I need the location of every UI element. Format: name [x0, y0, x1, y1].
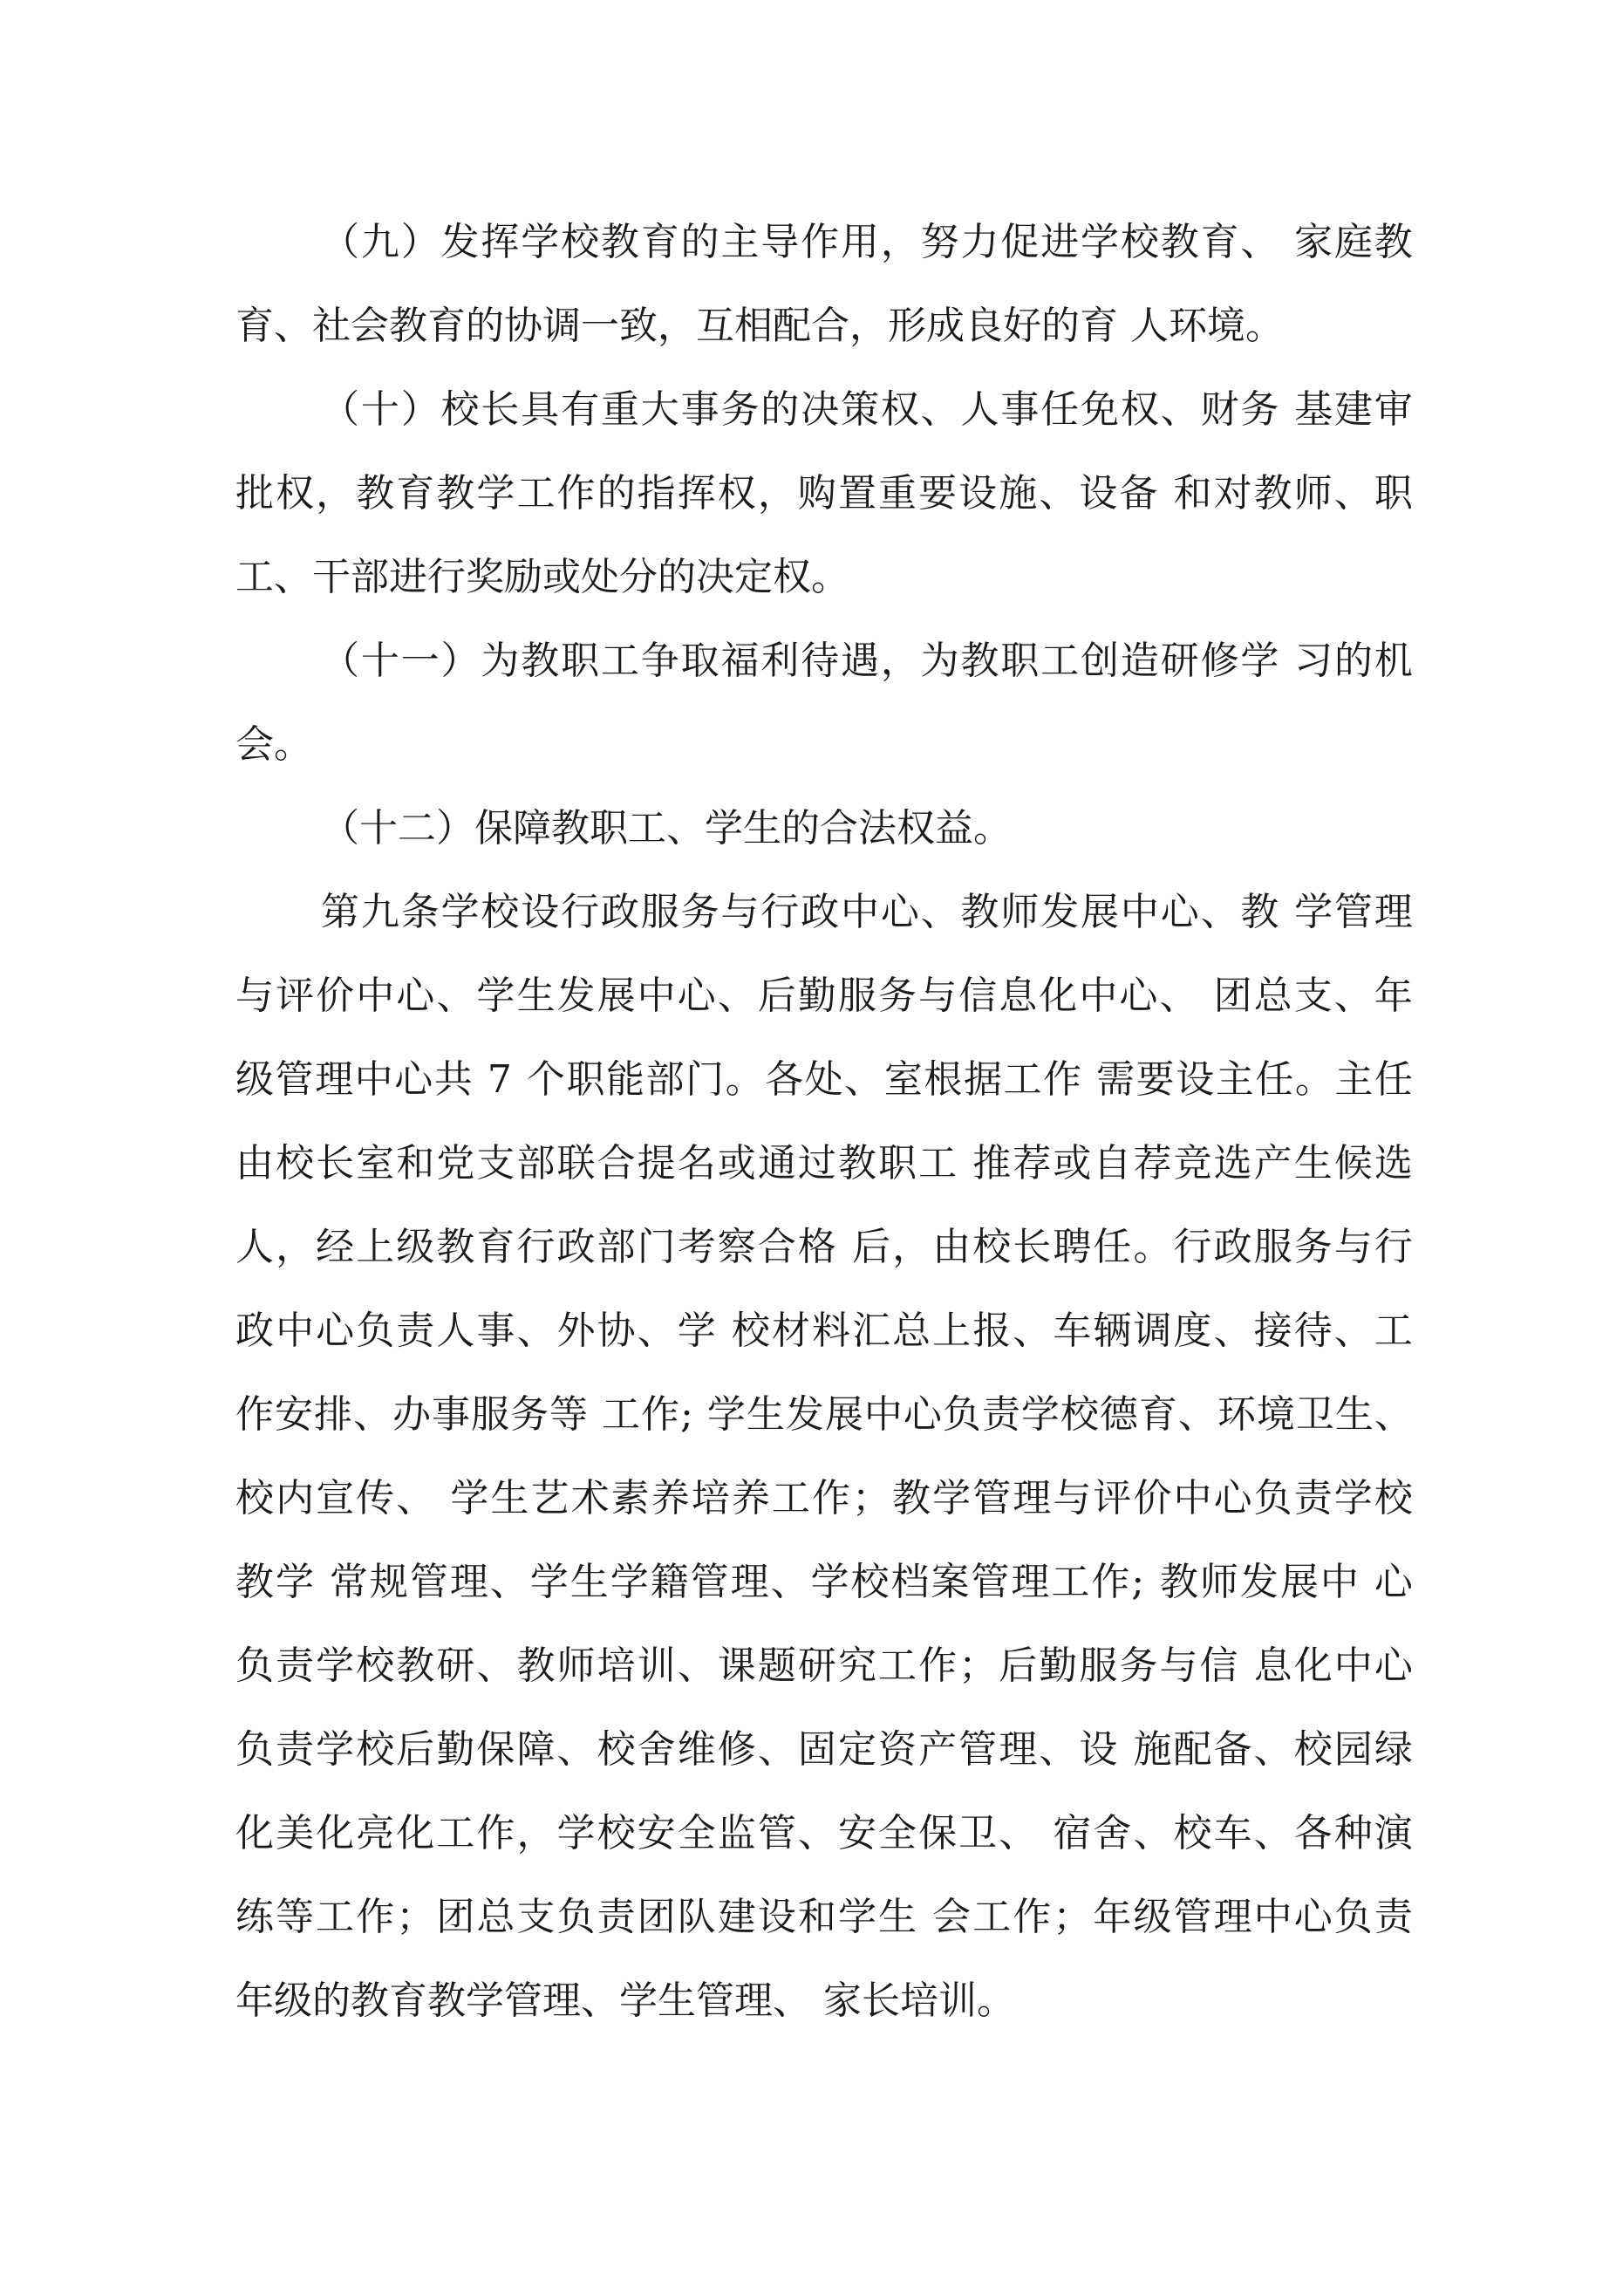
- text-line: [235, 1122, 1413, 1206]
- text-line: [235, 284, 1413, 368]
- line-text: （ 十 ） 校 长 具 有 重 大 事 务 的 决 策 权 、 人 事 任 免 权 、 财 务 基 建 审: [321, 387, 1413, 432]
- line-text: （十二）保障教职工、学生的合法权益。: [321, 806, 1012, 851]
- line-text: （ 九 ） 发 挥 学 校 教 育 的 主 导 作 用 ， 努 力 促 进 学 校 教 育 、 家 庭 教: [321, 220, 1413, 264]
- line-text: 政 中 心 负 责 人 事 、 外 协 、 学 校 材 料 汇 总 上 报 、 车 辆 调 度 、 接 待 、 工: [235, 1309, 1413, 1353]
- text-line: [235, 536, 1413, 619]
- line-text: 第 九 条 学 校 设 行 政 服 务 与 行 政 中 心 、 教 师 发 展 中 心 、 教 学 管 理: [321, 890, 1413, 934]
- line-text: 负 责 学 校 教 研 、 教 师 培 训 、 课 题 研 究 工 作 ； 后 勤 服 务 与 信 息 化 中 心: [235, 1643, 1413, 1688]
- text-line: [235, 1457, 1413, 1541]
- text-line: [235, 1541, 1413, 1624]
- text-line: [235, 1624, 1413, 1708]
- text-line: [235, 619, 1413, 703]
- line-text: 校 内 宣 传 、 学 生 艺 术 素 养 培 养 工 作 ； 教 学 管 理 与 评 价 中 心 负 责 学 校: [235, 1476, 1413, 1520]
- text-line: [235, 1038, 1413, 1122]
- line-text: 与 评 价 中 心 、 学 生 发 展 中 心 、 后 勤 服 务 与 信 息 化 中 心 、 团 总 支 、 年: [235, 974, 1413, 1018]
- line-text: 会。: [235, 722, 312, 767]
- line-text: 人 ， 经 上 级 教 育 行 政 部 门 考 察 合 格 后 ， 由 校 长 聘 任 。 行 政 服 务 与 行: [235, 1225, 1413, 1269]
- line-text: （ 十 一 ） 为 教 职 工 争 取 福 利 待 遇 ， 为 教 职 工 创 造 研 修 学 习 的 机: [321, 639, 1413, 683]
- text-line: [235, 1792, 1413, 1876]
- text-line: [235, 1876, 1413, 1959]
- line-text: 负 责 学 校 后 勤 保 障 、 校 舍 维 修 、 固 定 资 产 管 理 、 设 施 配 备 、 校 园 绿: [235, 1727, 1413, 1772]
- text-line: [235, 954, 1413, 1038]
- text-line: [235, 452, 1413, 536]
- text-line: [235, 1959, 1413, 2043]
- line-text: 练 等 工 作 ； 团 总 支 负 责 团 队 建 设 和 学 生 会 工 作 ； 年 级 管 理 中 心 负 责: [235, 1895, 1413, 1939]
- line-text: 由 校 长 室 和 党 支 部 联 合 提 名 或 通 过 教 职 工 推 荐 或 自 荐 竞 选 产 生 候 选: [235, 1141, 1413, 1186]
- text-line: [235, 1373, 1413, 1457]
- text-line: [235, 368, 1413, 452]
- line-text: 化 美 化 亮 化 工 作 ， 学 校 安 全 监 管 、 安 全 保 卫 、 宿 舍 、 校 车 、 各 种 演: [235, 1811, 1413, 1855]
- body-text: [235, 201, 1413, 2043]
- text-line: [235, 201, 1413, 284]
- text-line: [235, 1289, 1413, 1373]
- line-text: 工、干部进行奖励或处分的决定权。: [235, 555, 849, 599]
- text-line: [235, 1206, 1413, 1289]
- line-text: 作 安 排 、 办 事 服 务 等 工 作 ; 学 生 发 展 中 心 负 责 学 校 德 育 、 环 境 卫 生 、: [235, 1392, 1413, 1437]
- line-text: 教 学 常 规 管 理 、 学 生 学 籍 管 理 、 学 校 档 案 管 理 工 作 ; 教 师 发 展 中 心: [235, 1560, 1413, 1604]
- line-text: 年级的教育教学管理、学生管理、 家长培训。: [235, 1978, 1015, 2023]
- line-text: 级 管 理 中 心 共 7 个 职 能 部 门 。 各 处 、 室 根 据 工 作 需 要 设 主 任 。 主 任: [235, 1057, 1413, 1102]
- line-text: 育、社会教育的协调一致，互相配合，形成良好的育 人环境。: [235, 304, 1284, 348]
- line-text: 批 权 ， 教 育 教 学 工 作 的 指 挥 权 ， 购 置 重 要 设 施 、 设 备 和 对 教 师 、 职: [235, 471, 1413, 516]
- text-line: [235, 871, 1413, 954]
- text-line: [235, 1708, 1413, 1792]
- text-line: [235, 703, 1413, 787]
- text-line: [235, 787, 1413, 871]
